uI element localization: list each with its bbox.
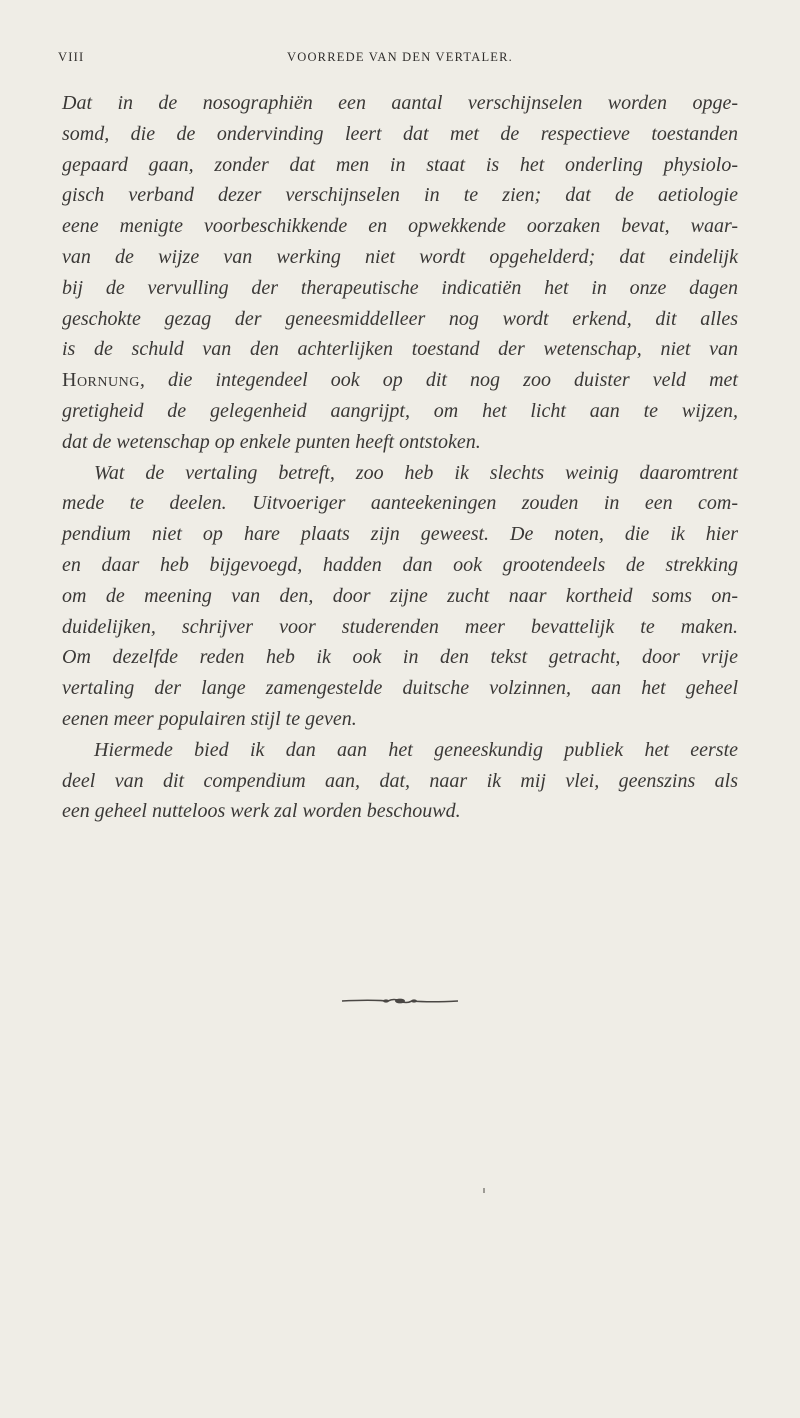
text-line: en daar heb bijgevoegd, hadden dan ook grootendeels de strekking (62, 553, 738, 576)
paper-speck (483, 1188, 485, 1193)
text-line: gretigheid de gelegenheid aangrijpt, om het licht aan te wijzen, (62, 399, 738, 422)
text-line: dat de wetenschap op enkele punten heeft ontstoken. (62, 430, 481, 453)
running-title: VOORREDE VAN DEN VERTALER. (287, 50, 513, 64)
text-line: Hornung, die integendeel ook op dit nog zoo duister veld met (62, 369, 738, 392)
text-line: is de schuld van den achterlijken toestand der wetenschap, niet van (62, 338, 738, 361)
text-line: somd, die de ondervinding leert dat met de respectieve toestanden (62, 122, 738, 145)
page-number: VIII (58, 50, 85, 64)
text-line: van de wijze van werking niet wordt opgehelderd; dat eindelijk (62, 245, 738, 268)
text-line: geschokte gezag der geneesmiddelleer nog wordt erkend, dit alles (62, 307, 738, 330)
text-line: eene menigte voorbeschikkende en opwekkende oorzaken bevat, waar- (62, 215, 738, 238)
author-name: Hornung (62, 369, 140, 392)
text-line: Om dezelfde reden heb ik ook in den tekst getracht, door vrije (62, 646, 738, 669)
body-text (62, 88, 738, 827)
page-header (58, 50, 742, 70)
text-line: gisch verband dezer verschijnselen in te zien; dat de aetiologie (62, 184, 738, 207)
text-line: Dat in de nosographiën een aantal verschijnselen worden opge- (62, 92, 738, 114)
text-line: bij de vervulling der therapeutische indicatiën het in onze dagen (62, 276, 738, 299)
text-line: gepaard gaan, zonder dat men in staat is het onderling physiolo- (62, 153, 738, 176)
text-line: eenen meer populairen stijl te geven. (62, 707, 357, 730)
text-line: Wat de vertaling betreft, zoo heb ik slechts weinig daaromtrent (94, 461, 738, 484)
text-line: duidelijken, schrijver voor studerenden meer bevattelijk te maken. (62, 615, 738, 638)
text-line: pendium niet op hare plaats zijn geweest. De noten, die ik hier (62, 523, 738, 546)
text-line: vertaling der lange zamengestelde duitsche volzinnen, aan het geheel (62, 677, 738, 700)
text-line: om de meening van den, door zijne zucht naar kortheid soms on- (62, 584, 738, 607)
text-line: mede te deelen. Uitvoeriger aanteekeningen zouden in een com- (62, 492, 738, 515)
text-line: een geheel nutteloos werk zal worden beschouwd. (62, 800, 461, 823)
section-ornament (340, 996, 460, 1006)
text-line: deel van dit compendium aan, dat, naar ik mij vlei, geenszins als (62, 769, 738, 792)
text-line: Hiermede bied ik dan aan het geneeskundig publiek het eerste (94, 738, 738, 761)
